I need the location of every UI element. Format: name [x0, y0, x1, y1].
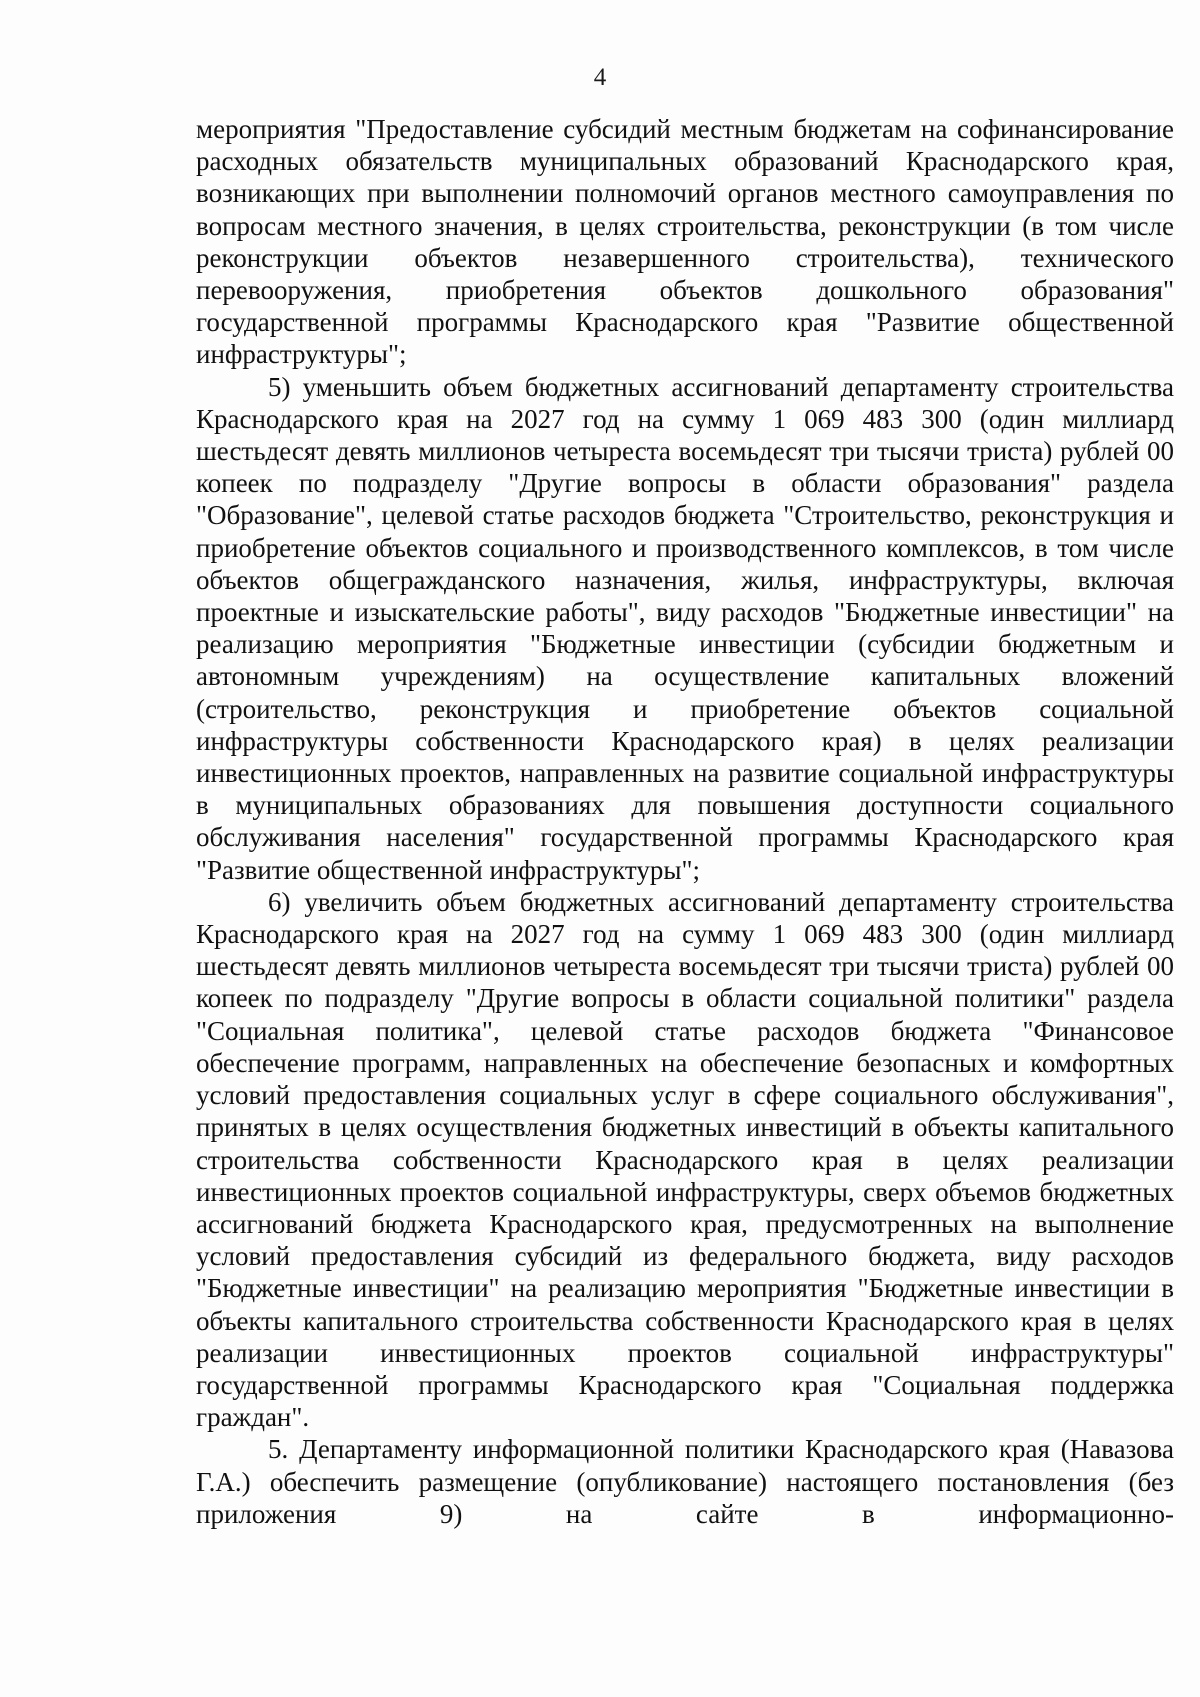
paragraph-item-6: 6) увеличить объем бюджетных ассигнований департаменту строительства Краснодарского края на 2027 год на сумму 1 069 483 300 (один миллиард шестьдесят девять миллионов четыреста восемьдесят три тысячи триста) рублей 00 копеек по подразделу "Другие вопросы в области социальной политики" раздела "Социальная политика", целевой статье расходов бюджета "Финансовое обеспечение программ, направленных на обеспечение безопасных и комфортных условий предоставления социальных услуг в сфере социального обслуживания", принятых в целях осуществления бюджетных инвестиций в объекты капитального строительства собственности Краснодарского края в целях реализации инвестиционных проектов социальной инфраструктуры, сверх объемов бюджетных ассигнований бюджета Краснодарского края, предусмотренных на выполнение условий предоставления субсидий из федерального бюджета, виду расходов "Бюджетные инвестиции" на реализацию мероприятия "Бюджетные инвестиции в объекты капитального строительства собственности Краснодарского края в целях реализации инвестиционных проектов социальной инфраструктуры" государственной программы Краснодарского края "Социальная поддержка граждан".	[196, 886, 1174, 1433]
paragraph-item-5: 5) уменьшить объем бюджетных ассигнований департаменту строительства Краснодарского края на 2027 год на сумму 1 069 483 300 (один миллиард шестьдесят девять миллионов четыреста восемьдесят три тысячи триста) рублей 00 копеек по подразделу "Другие вопросы в области образования" раздела "Образование", целевой статье расходов бюджета "Строительство, реконструкция и приобретение объектов социального и производственного комплексов, в том числе объектов общегражданского назначения, жилья, инфраструктуры, включая проектные и изыскательские работы", виду расходов "Бюджетные инвестиции" на реализацию мероприятия "Бюджетные инвестиции (субсидии бюджетным и автономным учреждениям) на осуществление капитальных вложений (строительство, реконструкция и приобретение объектов социальной инфраструктуры собственности Краснодарского края) в целях реализации инвестиционных проектов, направленных на развитие социальной инфраструктуры в муниципальных образованиях для повышения доступности социального обслуживания населения" государственной программы Краснодарского края "Развитие общественной инфраструктуры";	[196, 371, 1174, 885]
paragraph-clause-5: 5. Департаменту информационной политики Краснодарского края (Навазова Г.А.) обеспечить размещение (опубликование) настоящего постановления (без приложения 9) на сайте в информационно-	[196, 1434, 1174, 1529]
paragraph-continuation: мероприятия "Предоставление субсидий местным бюджетам на софинансирование расходных обязательств муниципальных образований Краснодарского края, возникающих при выполнении полномочий органов местного самоуправления по вопросам местного значения, в целях строительства, реконструкции (в том числе реконструкции объектов незавершенного строительства), технического перевооружения, приобретения объектов дошкольного образования" государственной программы Краснодарского края "Развитие общественной инфраструктуры";	[196, 114, 1174, 370]
document-body	[196, 113, 1174, 1530]
page-number: 4	[593, 64, 607, 91]
